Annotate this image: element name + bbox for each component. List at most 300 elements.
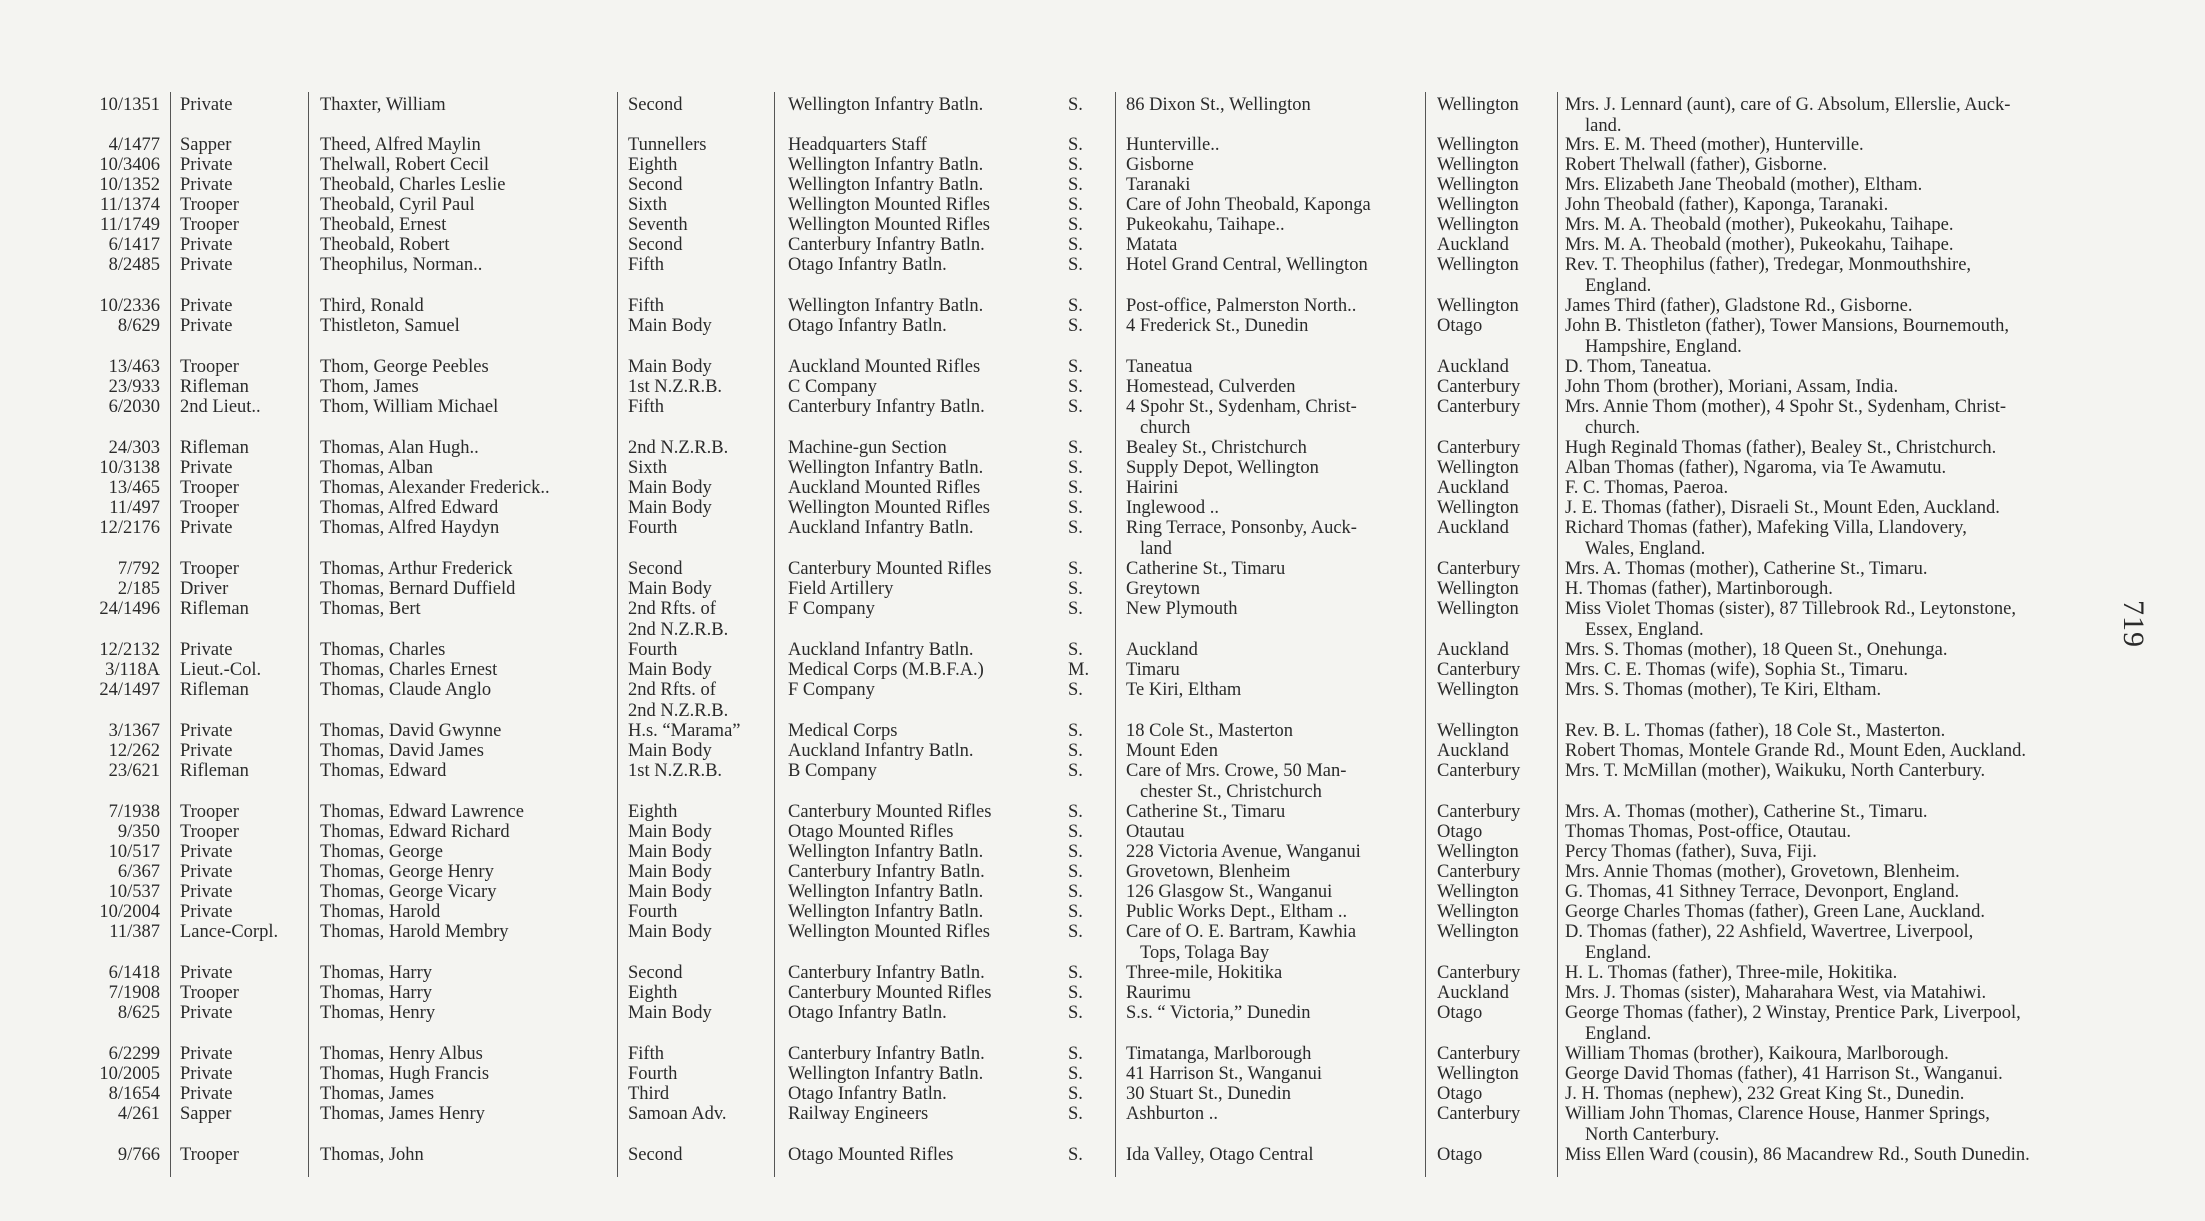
entry-addr: [1126, 518, 1357, 559]
entry-kin: [1565, 195, 1888, 216]
entry-addr: [1126, 357, 1193, 378]
entry-kin: [1565, 155, 1827, 176]
entry-name-text: Thomas, George Vicary: [320, 882, 497, 902]
entry-addr: [1126, 397, 1357, 438]
entry-name: [320, 175, 505, 196]
entry-num-text: 10/1352: [99, 175, 160, 195]
entry-rank-text: Lieut.-Col.: [180, 660, 262, 680]
entry-ms-text: S.: [1068, 802, 1083, 822]
entry-rank: [180, 579, 228, 600]
entry-num-text: 12/262: [108, 741, 160, 761]
entry-name-text: Thomas, Harry: [320, 983, 432, 1003]
entry-co: [788, 822, 953, 843]
entry-unit: [628, 397, 664, 418]
entry-unit-text: Fourth: [628, 640, 678, 660]
entry-num: [0, 1104, 160, 1125]
entry-addr-text: Inglewood ..: [1126, 498, 1219, 518]
entry-dist: [1437, 922, 1519, 943]
entry-kin: [1565, 902, 1985, 923]
entry-rank-text: Private: [180, 902, 233, 922]
entry-name: [320, 1145, 424, 1166]
entry-dist: [1437, 235, 1509, 256]
entry-rank-text: Driver: [180, 579, 229, 599]
entry-ms-text: S.: [1068, 478, 1083, 498]
entry-addr: [1126, 842, 1361, 863]
entry-num-text: 10/517: [108, 842, 160, 862]
entry-name-text: Thomas, Henry Albus: [320, 1044, 483, 1064]
entry-rank-text: 2nd Lieut..: [180, 397, 261, 417]
entry-rank: [180, 458, 232, 479]
entry-rank-text: Rifleman: [180, 438, 249, 458]
entry-dist: [1437, 1064, 1519, 1085]
entry-addr: [1126, 1003, 1311, 1024]
entry-unit: [628, 316, 712, 337]
entry-dist-text: Auckland: [1437, 741, 1509, 761]
entry-num: [0, 761, 160, 782]
entry-unit: [628, 235, 682, 256]
entry-kin-text: Mrs. S. Thomas (mother), 18 Queen St., Onehunga.: [1565, 640, 1948, 660]
entry-rank: [180, 518, 232, 539]
entry-name: [320, 660, 497, 681]
entry-num: [0, 397, 160, 418]
entry-num-text: 9/350: [117, 822, 160, 842]
entry-unit: [628, 155, 677, 176]
entry-ms-text: S.: [1068, 195, 1083, 215]
entry-name-text: Thomas, Alban: [320, 458, 434, 478]
entry-num-text: 13/463: [108, 357, 160, 377]
entry-ms-text: S.: [1068, 255, 1083, 275]
entry-kin-text: Mrs. Elizabeth Jane Theobald (mother), Eltham.: [1565, 175, 1923, 195]
entry-addr: [1126, 1044, 1311, 1065]
entry-ms: [1068, 397, 1083, 418]
entry-num-text: 9/766: [117, 1145, 160, 1165]
entry-num: [0, 296, 160, 317]
entry-ms: [1068, 599, 1083, 620]
entry-kin-text: Hugh Reginald Thomas (father), Bealey St., Christchurch.: [1565, 438, 1997, 458]
entry-num: [0, 721, 160, 742]
entry-name: [320, 862, 494, 883]
entry-ms-text: M.: [1068, 660, 1090, 680]
entry-num-text: 3/118A: [105, 660, 160, 680]
entry-unit-text: 2nd Rfts. of: [628, 599, 716, 619]
entry-rank-text: Trooper: [180, 195, 239, 215]
column-rule: [1115, 92, 1116, 1177]
entry-name: [320, 1104, 485, 1125]
entry-addr: [1126, 579, 1200, 600]
entry-unit: [628, 1084, 669, 1105]
entry-addr: [1126, 660, 1180, 681]
entry-dist: [1437, 1003, 1482, 1024]
entry-dist-text: Auckland: [1437, 518, 1509, 538]
entry-ms: [1068, 155, 1083, 176]
entry-num: [0, 983, 160, 1004]
entry-num-text: 11/497: [109, 498, 160, 518]
entry-rank: [180, 1064, 232, 1085]
entry-ms: [1068, 963, 1083, 984]
entry-kin: [1565, 518, 1967, 559]
entry-co: [788, 922, 990, 943]
entry-name: [320, 316, 460, 337]
entry-kin: [1565, 1104, 1990, 1145]
entry-ms-text: S.: [1068, 922, 1083, 942]
entry-num: [0, 235, 160, 256]
entry-kin-text: Mrs. J. Thomas (sister), Maharahara West, via Matahiwi.: [1565, 983, 1987, 1003]
entry-kin: [1565, 135, 1864, 156]
entry-addr: [1126, 255, 1368, 276]
entry-kin2-text: North Canterbury.: [1585, 1124, 1720, 1145]
entry-name: [320, 922, 509, 943]
entry-co-text: Medical Corps: [788, 721, 898, 741]
entry-kin-text: Mrs. S. Thomas (mother), Te Kiri, Eltham.: [1565, 680, 1882, 700]
entry-dist-text: Otago: [1437, 822, 1483, 842]
entry-kin: [1565, 822, 1851, 843]
entry-rank: [180, 660, 261, 681]
entry-addr-text: Catherine St., Timaru: [1126, 802, 1286, 822]
entry-co-text: Wellington Mounted Rifles: [788, 195, 990, 215]
entry-kin2-text: Wales, England.: [1585, 538, 1706, 559]
entry-rank: [180, 983, 239, 1004]
entry-dist: [1437, 822, 1482, 843]
entry-num-text: 10/3406: [99, 155, 160, 175]
entry-addr-text: Timatanga, Marlborough: [1126, 1044, 1312, 1064]
entry-rank: [180, 357, 239, 378]
entry-ms: [1068, 255, 1083, 276]
entry-dist-text: Canterbury: [1437, 802, 1521, 822]
entry-num: [0, 1145, 160, 1166]
entry-kin: [1565, 1044, 1949, 1065]
entry-name: [320, 822, 510, 843]
entry-dist-text: Canterbury: [1437, 660, 1521, 680]
entry-kin: [1565, 680, 1881, 701]
entry-ms-text: S.: [1068, 862, 1083, 882]
entry-co-text: Wellington Mounted Rifles: [788, 498, 990, 518]
entry-unit-text: Fifth: [628, 1044, 664, 1064]
entry-dist-text: Canterbury: [1437, 1104, 1521, 1124]
entry-addr: [1126, 963, 1282, 984]
entry-unit: [628, 599, 728, 640]
entry-name: [320, 235, 449, 256]
entry-co: [788, 498, 990, 519]
entry-addr: [1126, 599, 1238, 620]
entry-co-text: Otago Infantry Batln.: [788, 316, 947, 336]
entry-num-text: 7/792: [117, 559, 160, 579]
entry-co: [788, 1003, 947, 1024]
entry-co-text: Canterbury Infantry Batln.: [788, 235, 985, 255]
entry-name-text: Thomas, Harold: [320, 902, 441, 922]
entry-ms-text: S.: [1068, 296, 1083, 316]
entry-num-text: 7/1908: [108, 983, 160, 1003]
entry-ms: [1068, 640, 1083, 661]
entry-dist-text: Wellington: [1437, 882, 1519, 902]
entry-num-text: 6/367: [117, 862, 160, 882]
entry-dist-text: Wellington: [1437, 296, 1519, 316]
entry-dist-text: Wellington: [1437, 498, 1519, 518]
entry-ms: [1068, 478, 1083, 499]
entry-addr-text: Bealey St., Christchurch: [1126, 438, 1307, 458]
entry-unit: [628, 882, 712, 903]
entry-unit-text: Main Body: [628, 478, 712, 498]
entry-co: [788, 195, 990, 216]
entry-num-text: 6/2299: [108, 1044, 160, 1064]
entry-kin: [1565, 922, 1973, 963]
entry-addr-text: 4 Spohr St., Sydenham, Christ-: [1126, 397, 1357, 417]
entry-kin-text: J. E. Thomas (father), Disraeli St., Mount Eden, Auckland.: [1565, 498, 2000, 518]
entry-num-text: 11/387: [109, 922, 160, 942]
entry-dist: [1437, 983, 1509, 1004]
entry-co: [788, 478, 980, 499]
entry-ms-text: S.: [1068, 680, 1083, 700]
entry-unit-text: Main Body: [628, 842, 712, 862]
entry-dist-text: Wellington: [1437, 922, 1519, 942]
entry-addr: [1126, 235, 1177, 256]
entry-name-text: Thomas, Bert: [320, 599, 421, 619]
entry-ms-text: S.: [1068, 741, 1083, 761]
entry-name-text: Thomas, Harry: [320, 963, 432, 983]
entry-ms: [1068, 741, 1083, 762]
entry-num-text: 10/2004: [99, 902, 160, 922]
entry-rank-text: Private: [180, 721, 233, 741]
entry-ms: [1068, 902, 1083, 923]
entry-dist: [1437, 377, 1520, 398]
entry-ms-text: S.: [1068, 377, 1083, 397]
entry-rank: [180, 599, 249, 620]
entry-ms-text: S.: [1068, 155, 1083, 175]
entry-ms: [1068, 215, 1083, 236]
entry-dist-text: Wellington: [1437, 215, 1519, 235]
entry-rank-text: Private: [180, 862, 233, 882]
entry-num: [0, 316, 160, 337]
entry-co: [788, 518, 973, 539]
entry-addr-text: Raurimu: [1126, 983, 1191, 1003]
entry-addr: [1126, 377, 1296, 398]
entry-kin2-text: Essex, England.: [1585, 619, 1704, 640]
entry-name-text: Thomas, Arthur Frederick: [320, 559, 513, 579]
entry-addr: [1126, 902, 1347, 923]
entry-addr: [1126, 640, 1198, 661]
entry-addr: [1126, 95, 1311, 116]
entry-dist: [1437, 316, 1482, 337]
entry-ms-text: S.: [1068, 721, 1083, 741]
entry-name: [320, 397, 498, 418]
entry-dist: [1437, 862, 1520, 883]
entry-num-text: 8/625: [117, 1003, 160, 1023]
entry-num-text: 13/465: [108, 478, 160, 498]
entry-kin: [1565, 458, 1946, 479]
entry-ms-text: S.: [1068, 1084, 1083, 1104]
entry-unit-text: Eighth: [628, 802, 678, 822]
entry-co-text: Wellington Mounted Rifles: [788, 215, 990, 235]
entry-kin2-text: England.: [1585, 942, 1652, 963]
entry-rank-text: Private: [180, 296, 233, 316]
entry-name: [320, 802, 524, 823]
entry-num-text: 6/2030: [108, 397, 160, 417]
entry-unit: [628, 902, 677, 923]
entry-addr-text: Public Works Dept., Eltham ..: [1126, 902, 1348, 922]
entry-dist: [1437, 963, 1520, 984]
column-rule: [774, 92, 775, 1177]
entry-rank-text: Trooper: [180, 559, 239, 579]
entry-kin-text: John Thom (brother), Moriani, Assam, India.: [1565, 377, 1899, 397]
entry-kin: [1565, 438, 1996, 459]
entry-unit: [628, 377, 722, 398]
entry-ms: [1068, 761, 1083, 782]
entry-unit2-text: 2nd N.Z.R.B.: [628, 700, 729, 721]
entry-addr: [1126, 215, 1285, 236]
entry-dist: [1437, 721, 1519, 742]
entry-num: [0, 175, 160, 196]
entry-name: [320, 1084, 434, 1105]
entry-unit-text: Eighth: [628, 155, 678, 175]
entry-addr2-text: land: [1140, 538, 1172, 559]
entry-num: [0, 559, 160, 580]
entry-rank-text: Private: [180, 963, 233, 983]
entry-co-text: Otago Infantry Batln.: [788, 1003, 947, 1023]
entry-co-text: Wellington Infantry Batln.: [788, 95, 984, 115]
entry-unit-text: Main Body: [628, 357, 712, 377]
entry-unit: [628, 922, 712, 943]
entry-num-text: 6/1417: [108, 235, 160, 255]
entry-kin-text: Miss Violet Thomas (sister), 87 Tillebrook Rd., Leytonstone,: [1565, 599, 2016, 619]
entry-co-text: B Company: [788, 761, 877, 781]
entry-co: [788, 761, 877, 782]
entry-co: [788, 296, 983, 317]
entry-name-text: Theophilus, Norman..: [320, 255, 483, 275]
entry-co-text: Canterbury Mounted Rifles: [788, 983, 992, 1003]
entry-unit-text: Fifth: [628, 255, 664, 275]
entry-addr-text: 41 Harrison St., Wanganui: [1126, 1064, 1322, 1084]
entry-unit-text: Seventh: [628, 215, 688, 235]
entry-name: [320, 518, 499, 539]
entry-co-text: Canterbury Infantry Batln.: [788, 1044, 985, 1064]
entry-num: [0, 882, 160, 903]
entry-rank-text: Trooper: [180, 478, 239, 498]
entry-addr: [1126, 296, 1356, 317]
entry-kin-text: D. Thomas (father), 22 Ashfield, Wavertree, Liverpool,: [1565, 922, 1974, 942]
entry-name: [320, 478, 550, 499]
entry-ms: [1068, 296, 1083, 317]
entry-rank-text: Trooper: [180, 822, 239, 842]
entry-addr-text: S.s. “ Victoria,” Dunedin: [1126, 1003, 1311, 1023]
entry-kin-text: J. H. Thomas (nephew), 232 Great King St., Dunedin.: [1565, 1084, 1965, 1104]
entry-num: [0, 963, 160, 984]
entry-num-text: 11/1749: [100, 215, 160, 235]
entry-dist-text: Otago: [1437, 1003, 1483, 1023]
entry-rank-text: Private: [180, 1044, 233, 1064]
entry-addr: [1126, 135, 1220, 156]
entry-ms-text: S.: [1068, 559, 1083, 579]
entry-rank-text: Private: [180, 175, 233, 195]
entry-ms: [1068, 922, 1083, 943]
entry-name-text: Thomas, David Gwynne: [320, 721, 502, 741]
entry-kin-text: John Theobald (father), Kaponga, Taranaki.: [1565, 195, 1889, 215]
entry-num: [0, 498, 160, 519]
entry-unit: [628, 802, 677, 823]
entry-num-text: 23/933: [108, 377, 160, 397]
entry-ms-text: S.: [1068, 135, 1083, 155]
entry-rank: [180, 155, 232, 176]
entry-co: [788, 175, 983, 196]
entry-num-text: 24/1497: [99, 680, 160, 700]
entry-rank: [180, 680, 249, 701]
entry-co-text: Wellington Infantry Batln.: [788, 458, 984, 478]
entry-name: [320, 195, 475, 216]
entry-rank-text: Trooper: [180, 802, 239, 822]
entry-addr: [1126, 882, 1332, 903]
entry-kin: [1565, 1064, 2003, 1085]
entry-dist: [1437, 175, 1519, 196]
entry-ms: [1068, 518, 1083, 539]
entry-name: [320, 1044, 483, 1065]
entry-ms-text: S.: [1068, 1104, 1083, 1124]
entry-num-text: 23/621: [108, 761, 160, 781]
entry-num: [0, 599, 160, 620]
entry-dist-text: Wellington: [1437, 195, 1519, 215]
entry-name-text: Thomas, Harold Membry: [320, 922, 509, 942]
entry-ms-text: S.: [1068, 761, 1083, 781]
entry-rank: [180, 1044, 232, 1065]
entry-unit-text: Sixth: [628, 195, 668, 215]
entry-ms-text: S.: [1068, 1044, 1083, 1064]
entry-dist: [1437, 95, 1519, 116]
entry-name: [320, 377, 419, 398]
entry-name-text: Thomas, Edward: [320, 761, 447, 781]
entry-ms: [1068, 1044, 1083, 1065]
entry-ms: [1068, 822, 1083, 843]
entry-dist: [1437, 1104, 1520, 1125]
entry-addr2-text: church: [1140, 417, 1191, 438]
entry-co-text: Wellington Infantry Batln.: [788, 902, 984, 922]
entry-kin: [1565, 882, 1959, 903]
entry-kin-text: H. Thomas (father), Martinborough.: [1565, 579, 1833, 599]
entry-name: [320, 155, 489, 176]
entry-name-text: Thomas, George Henry: [320, 862, 494, 882]
entry-unit-text: 2nd N.Z.R.B.: [628, 438, 729, 458]
entry-rank: [180, 902, 232, 923]
entry-name-text: Thomas, Henry: [320, 1003, 436, 1023]
entry-co: [788, 316, 947, 337]
entry-co-text: Canterbury Mounted Rifles: [788, 559, 992, 579]
entry-ms-text: S.: [1068, 95, 1083, 115]
entry-addr: [1126, 1084, 1291, 1105]
entry-name-text: Theobald, Robert: [320, 235, 450, 255]
entry-ms: [1068, 721, 1083, 742]
entry-name-text: Theobald, Charles Leslie: [320, 175, 506, 195]
entry-co: [788, 1044, 985, 1065]
entry-addr: [1126, 983, 1191, 1004]
entry-addr: [1126, 721, 1293, 742]
entry-co-text: Headquarters Staff: [788, 135, 927, 155]
entry-co: [788, 135, 927, 156]
entry-addr: [1126, 922, 1356, 963]
entry-dist: [1437, 741, 1509, 762]
entry-addr: [1126, 761, 1346, 802]
entry-rank: [180, 377, 249, 398]
entry-rank: [180, 397, 261, 418]
entry-num-text: 24/303: [108, 438, 160, 458]
entry-kin-text: William John Thomas, Clarence House, Hanmer Springs,: [1565, 1104, 1990, 1124]
entry-kin: [1565, 296, 1912, 317]
entry-unit: [628, 579, 712, 600]
entry-kin-text: Mrs. E. M. Theed (mother), Hunterville.: [1565, 135, 1864, 155]
entry-unit-text: Second: [628, 235, 683, 255]
entry-addr: [1126, 680, 1241, 701]
entry-unit: [628, 458, 667, 479]
entry-name: [320, 296, 424, 317]
entry-kin-text: F. C. Thomas, Paeroa.: [1565, 478, 1729, 498]
entry-ms: [1068, 1104, 1083, 1125]
entry-dist-text: Canterbury: [1437, 1044, 1521, 1064]
entry-name: [320, 1003, 435, 1024]
